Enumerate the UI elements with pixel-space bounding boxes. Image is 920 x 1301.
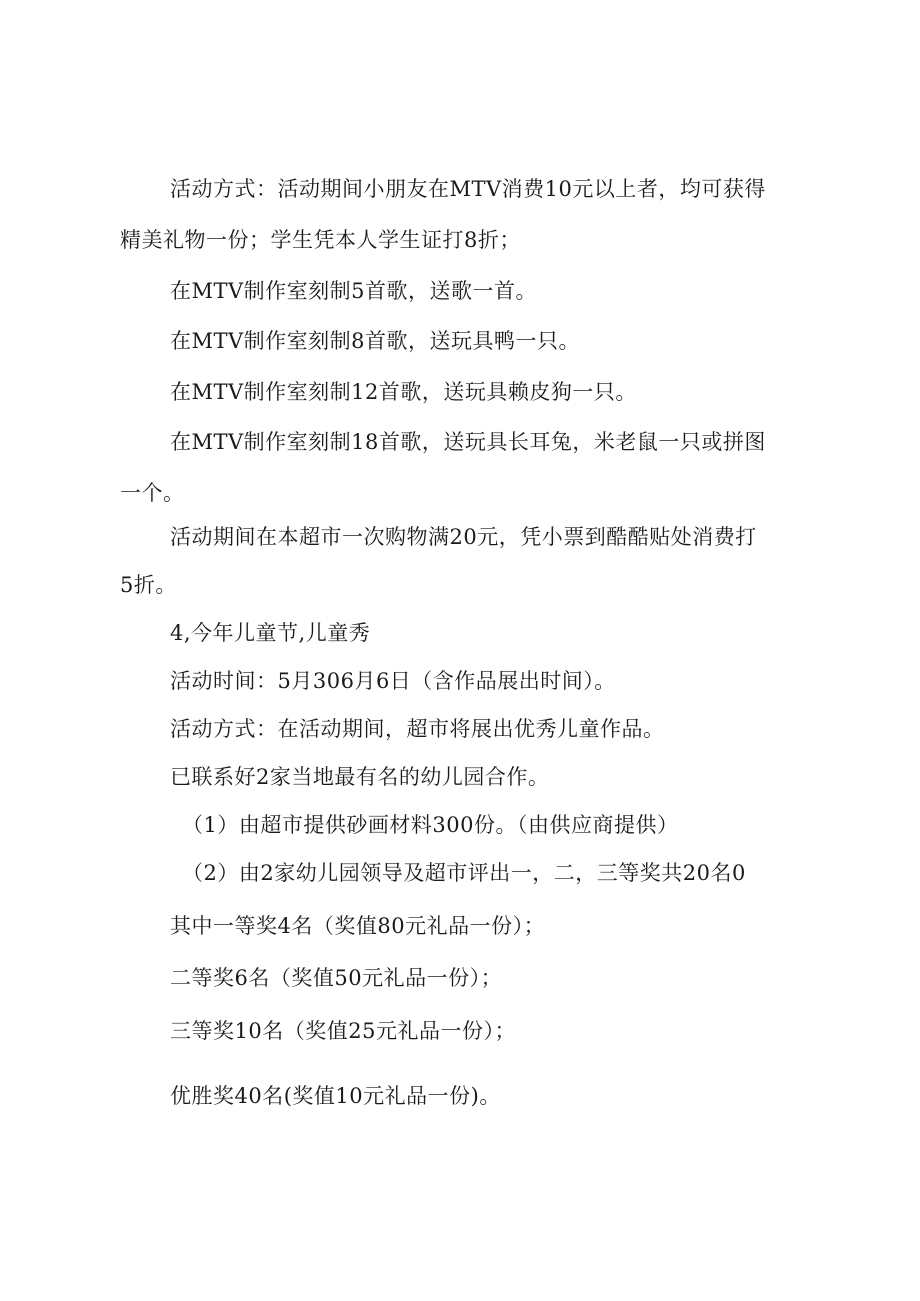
list-item-sand-painting: （1）由超市提供砂画材料300份。（由供应商提供） xyxy=(182,813,679,837)
paragraph-third-prize: 三等奖10名（奖值25元礼品一份）； xyxy=(170,1019,516,1043)
paragraph-mtv-12-songs: 在MTV制作室刻制12首歌，送玩具赖皮狗一只。 xyxy=(170,380,637,404)
paragraph-mtv-18-songs-line2: 一个。 xyxy=(120,481,185,505)
section-heading-childrens-show: 4,今年儿童节,儿童秀 xyxy=(170,621,371,645)
paragraph-activity-method-2: 活动方式：在活动期间，超市将展出优秀儿童作品。 xyxy=(170,717,665,741)
paragraph-first-prize: 其中一等奖4名（奖值80元礼品一份）； xyxy=(170,914,546,938)
paragraph-activity-method-line1: 活动方式：活动期间小朋友在MTV消费10元以上者，均可获得 xyxy=(170,177,766,201)
paragraph-mtv-8-songs: 在MTV制作室刻制8首歌，送玩具鸭一只。 xyxy=(170,329,581,353)
paragraph-mtv-18-songs-line1: 在MTV制作室刻制18首歌，送玩具长耳兔，米老鼠一只或拼图 xyxy=(170,430,766,454)
paragraph-kindergarten-cooperation: 已联系好2家当地最有名的幼儿园合作。 xyxy=(170,765,550,789)
paragraph-merit-prize: 优胜奖40名(奖值10元礼品一份)。 xyxy=(170,1084,501,1108)
paragraph-purchase-discount-line2: 5折。 xyxy=(120,573,177,597)
paragraph-purchase-discount-line1: 活动期间在本超市一次购物满20元，凭小票到酷酷贴处消费打 xyxy=(170,525,757,549)
list-item-award-selection: （2）由2家幼儿园领导及超市评出一，二，三等奖共20名0 xyxy=(182,861,746,885)
paragraph-activity-time: 活动时间：5月306月6日（含作品展出时间）。 xyxy=(170,669,616,693)
paragraph-activity-method-line2: 精美礼物一份；学生凭本人学生证打8折； xyxy=(120,228,521,252)
paragraph-mtv-5-songs: 在MTV制作室刻制5首歌，送歌一首。 xyxy=(170,279,538,303)
paragraph-second-prize: 二等奖6名（奖值50元礼品一份）； xyxy=(170,966,503,990)
